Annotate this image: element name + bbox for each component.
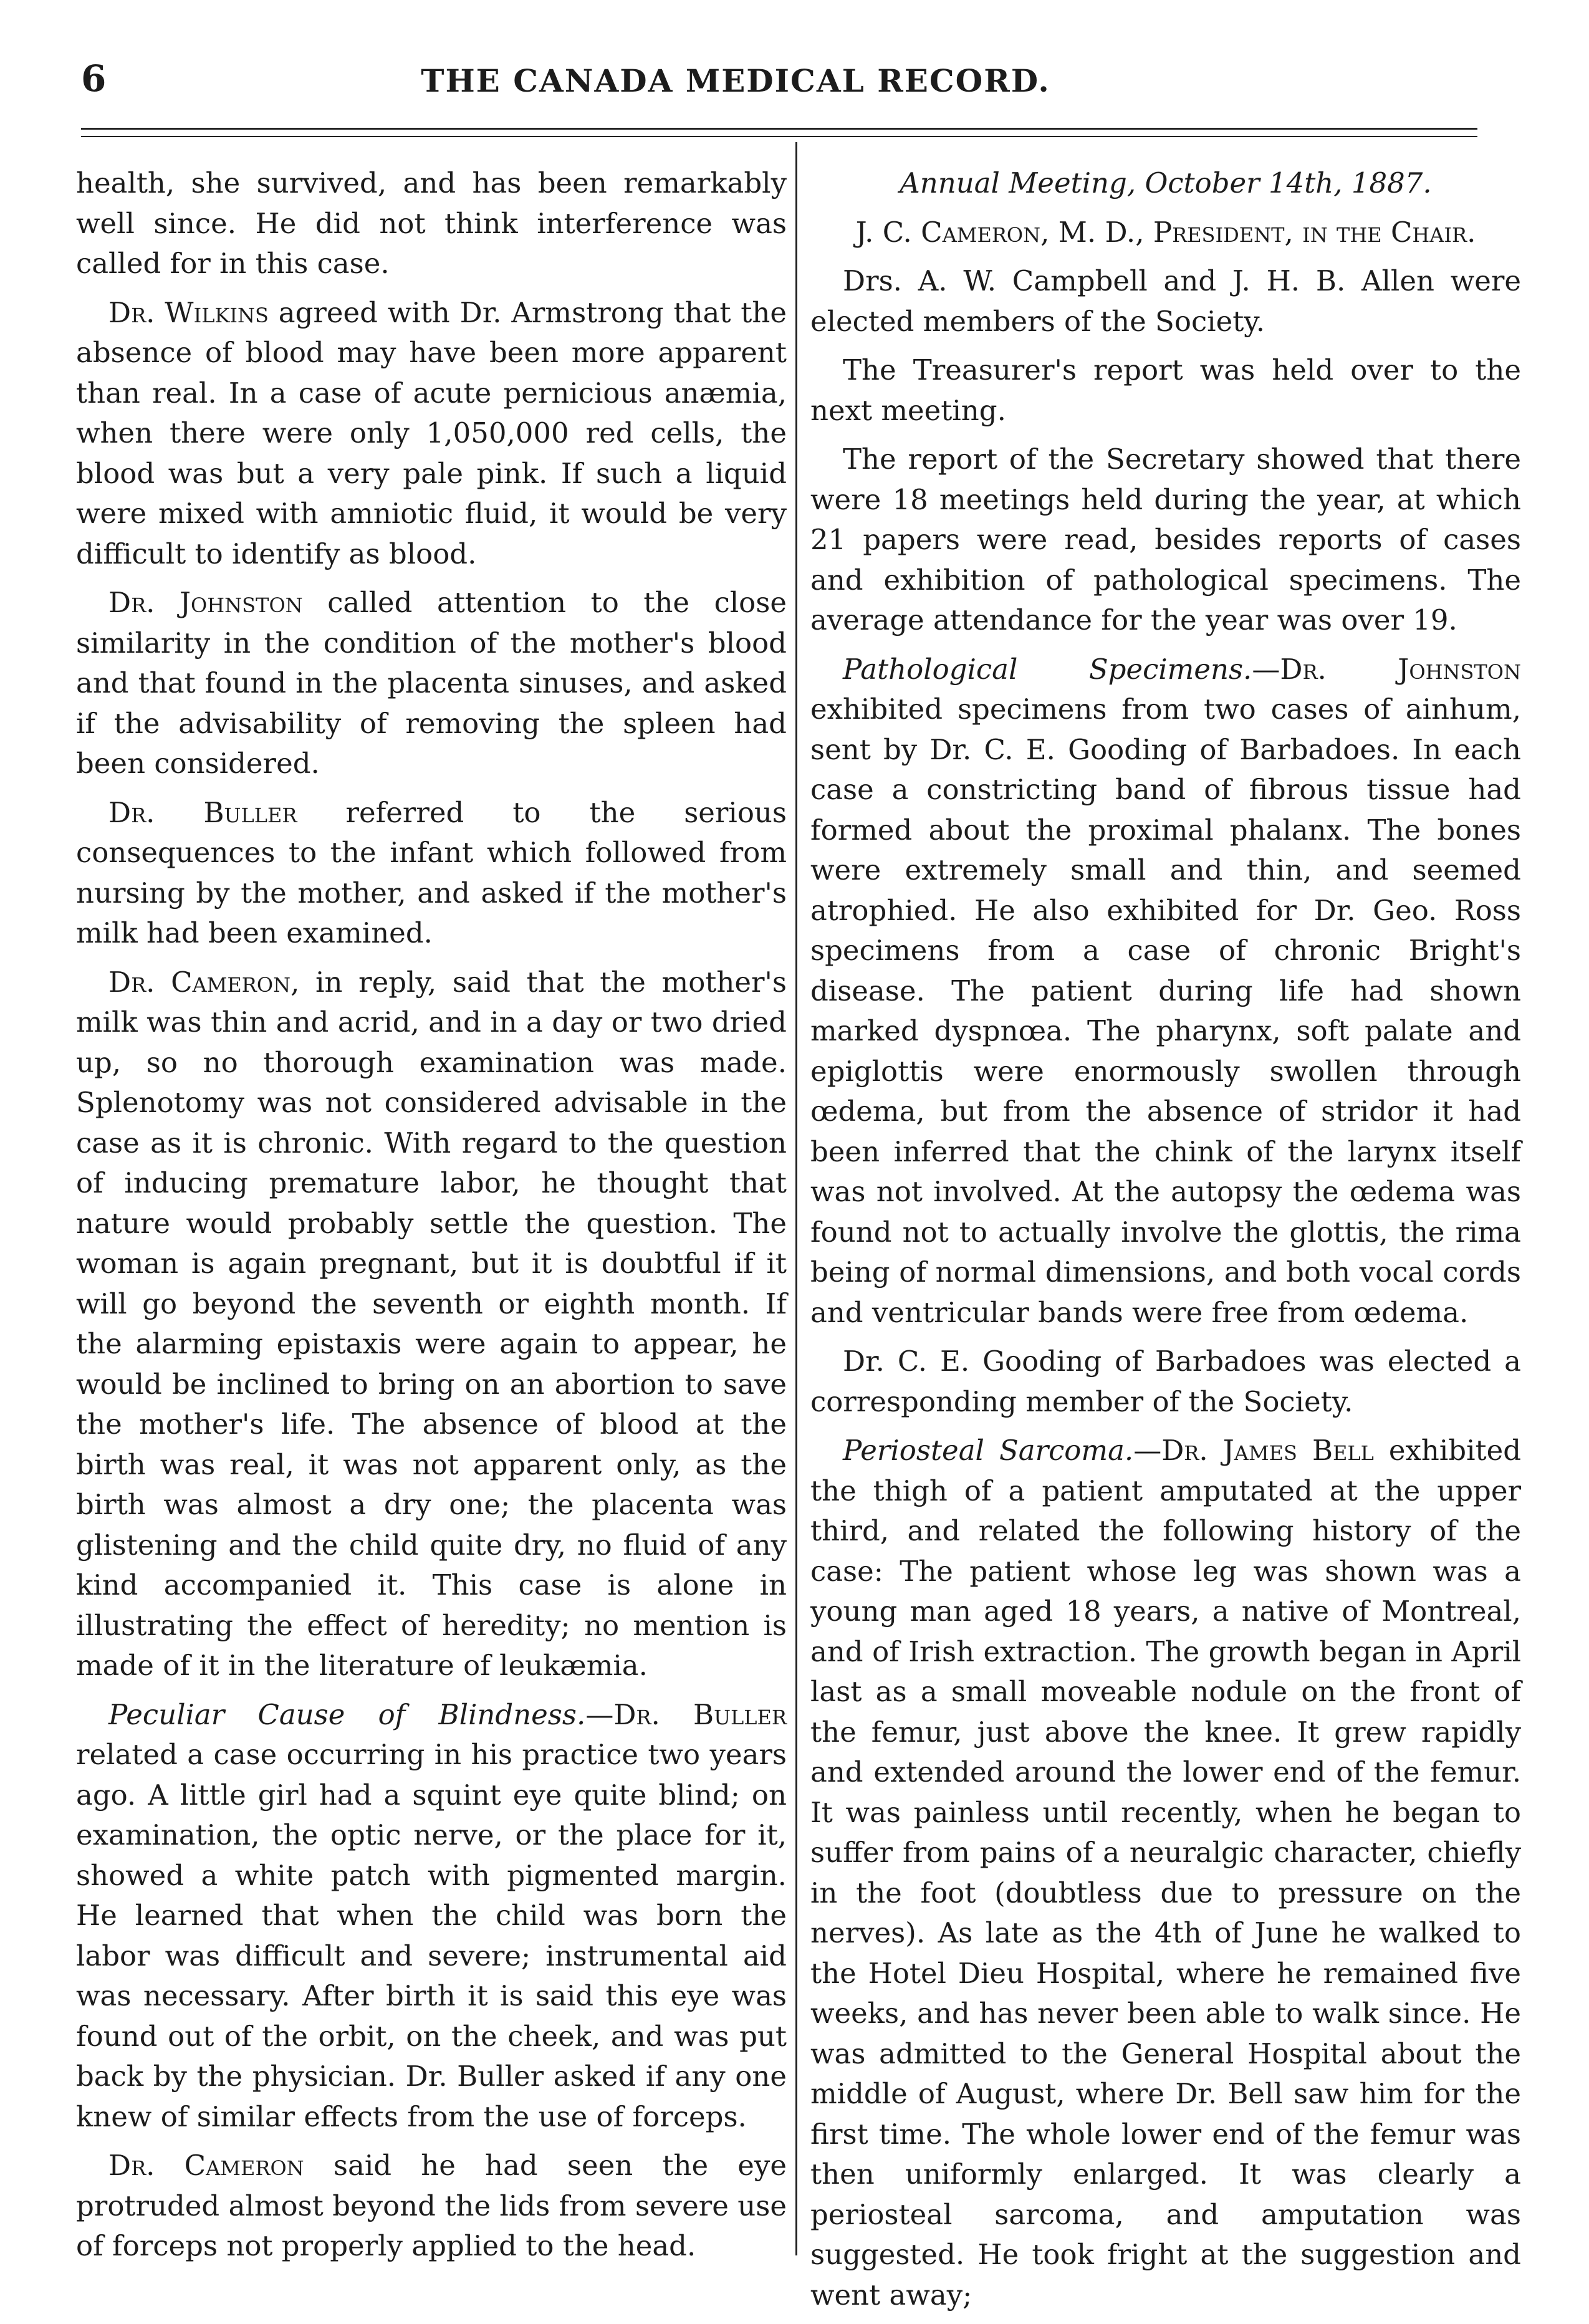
right-column [810, 163, 1521, 2324]
paragraph [76, 1695, 787, 2138]
page-header [37, 57, 1434, 113]
paragraph-text: agreed with Dr. Armstrong that the absence of blood may have been more apparent than real. In a case of acute pernicious anæmia, when there were only 1,050,000 red cells, the blood was but a very pale pink. If such a liquid were mixed with amniotic fluid, it would be very difficult to identify as blood. [76, 295, 787, 570]
paragraph [76, 2146, 787, 2267]
paragraph [810, 1431, 1521, 2315]
paragraph [810, 650, 1521, 1333]
column-divider [795, 142, 797, 2255]
paragraph [76, 793, 787, 954]
paragraph: The Treasurer's report was held over to the next meeting. [810, 353, 1521, 427]
header-rule-secondary [81, 136, 1477, 137]
paragraph: Drs. A. W. Campbell and J. H. B. Allen were elected members of the Society. [810, 264, 1521, 338]
speaker-name: Dr. Buller [108, 795, 297, 829]
paragraph-text: said he had seen the eye protruded almost beyond the lids from severe use of forceps not properly applied to the head. [76, 2149, 787, 2262]
paragraph [76, 293, 787, 575]
paragraph-text: referred to the serious consequences to the infant which followed from nursing by the mother, and asked if the mother's milk had been examined. [76, 795, 787, 949]
paragraph [76, 963, 787, 1686]
paragraph-text: called attention to the close similarity in the condition of the mother's blood and that found in the placenta sinuses, and asked if the advisability of removing the spleen had been considered. [76, 586, 787, 780]
section-heading: Periosteal Sarcoma. [843, 1434, 1134, 1467]
speaker-name: —Dr. Buller [585, 1697, 787, 1731]
section-heading: Peculiar Cause of Blindness. [108, 1697, 586, 1731]
paragraph-text: exhibited the thigh of a patient amputated at the upper third, and related the following history of the case: The patient whose leg was shown was a young man aged 18 years, a native of Montreal, and of Irish extraction. The growth began in April last as a small moveable nodule on the front of the femur, just above the knee. It grew rapidly and extended around the lower end of the femur. It was painless until recently, when he began to suffer from pains of a neuralgic character, chiefly in the foot (doubtless due to pressure on the nerves). As late as the 4th of June he walked to the Hotel Dieu Hospital, where he remained five weeks, and has never been able to walk since. He was admitted to the General Hospital about the middle of August, where Dr. Bell saw him for the first time. The whole lower end of the femur was then uniformly enlarged. It was clearly a periosteal sarcoma, and amputation was suggested. He took fright at the suggestion and went away; [810, 1434, 1522, 2312]
speaker-name: Dr. Cameron, [108, 965, 300, 999]
paragraph-text: in reply, said that the mother's milk was thin and acrid, and in a day or two dried up, so no thorough examination was made. Splenotomy was not considered advisable in the case as it is chronic. With regard to the question of inducing premature labor, he thought that nature would probably settle the question. The woman is again pregnant, but it is doubtful if it will go beyond the seventh or eighth month. If the alarming epistaxis were again to appear, he would be inclined to bring on an abortion to save the mother's life. The absence of blood at the birth was real, it was not apparent only, as the birth was almost a dry one; the placenta was glistening and the child quite dry, no fluid of any kind accompanied it. This case is alone in illustrating the effect of heredity; no mention is made of it in the literature of leukæmia. [76, 965, 787, 1682]
paragraph [76, 583, 787, 784]
speaker-name: Dr. Johnston [108, 586, 303, 619]
speaker-name: —Dr. James Bell [1133, 1434, 1374, 1467]
paragraph-text: exhibited specimens from two cases of ainhum, sent by Dr. C. E. Gooding of Barbadoes. In each case a constricting band of fibrous tissue had formed about the proximal phalanx. The bones were extremely small and thin, and seemed atrophied. He also exhibited for Dr. Geo. Ross specimens from a case of chronic Bright's disease. The patient during life had shown marked dyspnœa. The pharynx, soft palate and epiglottis were enormously swollen through œdema, but from the absence of stridor it had been inferred that the chink of the larynx itself was not involved. At the autopsy the œdema was found not to actually involve the glottis, the rima being of normal dimensions, and both vocal cords and ventricular bands were free from œdema. [810, 693, 1521, 1329]
speaker-name: —Dr. Johnston [1252, 652, 1521, 686]
chair-line: J. C. Cameron, M. D., President, in the Chair. [855, 215, 1476, 249]
speaker-name: Dr. Cameron [108, 2149, 304, 2182]
speaker-name: Dr. Wilkins [108, 295, 269, 329]
header-rule [81, 128, 1477, 130]
paragraph: health, she survived, and has been remarkably well since. He did not think interference was called for in this case. [76, 166, 787, 280]
section-heading: Pathological Specimens. [843, 652, 1252, 686]
paragraph: The report of the Secretary showed that there were 18 meetings held during the year, at which 21 papers were read, besides reports of cases and exhibition of pathological specimens. The average attendance for the year was over 19. [810, 443, 1521, 636]
page-number: 6 [81, 57, 107, 100]
paragraph-text: related a case occurring in his practice two years ago. A little girl had a squint eye quite blind; on examination, the optic nerve, or the place for it, showed a white patch with pigmented margin. He learned that when the child was born the labor was difficult and severe; instrumental aid was necessary. After birth it is said this eye was found out of the orbit, on the cheek, and was put back by the physician. Dr. Buller asked if any one knew of similar effects from the use of forceps. [76, 1738, 787, 2133]
left-column [76, 163, 787, 2275]
meeting-title: Annual Meeting, October 14th, 1887. [900, 166, 1432, 199]
running-title: THE CANADA MEDICAL RECORD. [421, 62, 1050, 99]
paragraph: Dr. C. E. Gooding of Barbadoes was elected a corresponding member of the Society. [810, 1345, 1521, 1418]
